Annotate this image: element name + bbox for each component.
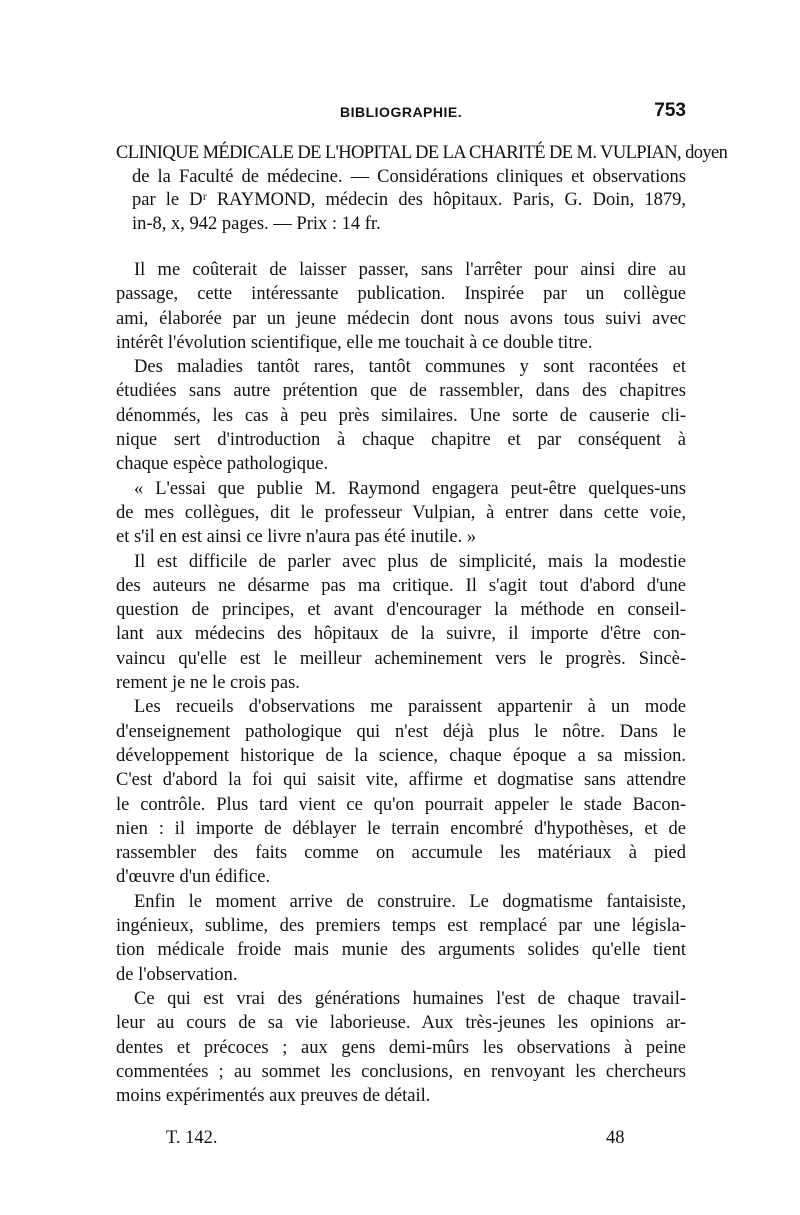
text-line <box>116 622 686 646</box>
text-line-content: C'est d'abord la foi qui saisit vite, affirme et dogmatise sans attendre <box>116 770 686 791</box>
text-line <box>116 331 686 355</box>
text-line <box>116 987 686 1011</box>
text-line-content: étudiées sans autre prétention que de rassembler, dans des chapitres <box>116 381 686 402</box>
text-line <box>116 938 686 962</box>
text-line <box>116 550 686 574</box>
text-line <box>116 258 686 282</box>
text-line <box>116 452 686 476</box>
text-line-content: « L'essai que publie M. Raymond engagera peut-être quelques-uns <box>134 478 686 499</box>
text-line-content: Enfin le moment arrive de construire. Le dogmatisme fantaisiste, <box>134 891 686 912</box>
article-body <box>116 258 686 1108</box>
running-title: BIBLIOGRAPHIE. <box>340 104 463 120</box>
text-line <box>116 1060 686 1084</box>
text-line <box>116 793 686 817</box>
text-line <box>116 574 686 598</box>
text-line <box>116 525 686 549</box>
text-line-content: ingénieux, sublime, des premiers temps est remplacé par une législa- <box>116 916 686 937</box>
text-line-content: tion médicale froide mais munie des arguments solides qu'elle tient <box>116 940 686 961</box>
text-line-content: de l'observation. <box>116 964 238 985</box>
text-line-content: rassembler des faits comme on accumule les matériaux à pied <box>116 843 686 864</box>
text-line-content: commentées ; au sommet les conclusions, en renvoyant les chercheurs <box>116 1061 686 1082</box>
text-line-content: intérêt l'évolution scientifique, elle me touchait à ce double titre. <box>116 332 593 353</box>
text-line-content: nien : il importe de déblayer le terrain encombré d'hypothèses, et de <box>116 818 686 839</box>
text-line <box>116 1036 686 1060</box>
text-line-content: d'enseignement pathologique qui n'est déjà plus le nôtre. Dans le <box>116 721 686 742</box>
text-line-content: Ce qui est vrai des générations humaines l'est de chaque travail- <box>134 988 686 1009</box>
reference-text: de la Faculté de médecine. — Considérations cliniques et observations <box>132 166 686 187</box>
text-line <box>116 647 686 671</box>
text-line <box>116 744 686 768</box>
text-line-content: lant aux médecins des hôpitaux de la suivre, il importe d'être con- <box>116 624 686 645</box>
reference-line <box>116 189 686 213</box>
text-line-content: dénommés, les cas à peu près similaires. Une sorte de causerie cli- <box>116 405 686 426</box>
text-line <box>116 695 686 719</box>
text-line-content: d'œuvre d'un édifice. <box>116 867 271 888</box>
text-line <box>116 963 686 987</box>
text-line-content: Il me coûterait de laisser passer, sans l'arrêter pour ainsi dire au <box>134 260 686 280</box>
text-line-content: développement historique de la science, chaque époque a sa mission. <box>116 745 686 766</box>
text-line <box>116 307 686 331</box>
reference-text: in-8, x, 942 pages. — Prix : 14 fr. <box>132 213 381 234</box>
text-line <box>116 817 686 841</box>
page-footer <box>116 1128 686 1156</box>
volume-mark: T. 142. <box>166 1128 218 1148</box>
text-line-content: question de principes, et avant d'encourager la méthode en conseil- <box>116 600 686 621</box>
text-line <box>116 501 686 525</box>
reference-line <box>116 142 728 166</box>
text-line-content: et s'il en est ainsi ce livre n'aura pas été inutile. » <box>116 527 477 548</box>
page-number: 753 <box>654 100 686 121</box>
text-line-content: des auteurs ne désarme pas ma critique. Il s'agit tout d'abord d'une <box>116 575 686 596</box>
text-line-content: Les recueils d'observations me paraissent appartenir à un mode <box>134 697 686 718</box>
text-line-content: dentes et précoces ; aux gens demi-mûrs les observations à peine <box>116 1037 686 1058</box>
text-line-content: Des maladies tantôt rares, tantôt communes y sont racontées et <box>134 357 686 378</box>
text-line-content: leur au cours de sa vie laborieuse. Aux très-jeunes les opinions ar- <box>116 1013 686 1034</box>
text-line-content: nique sert d'introduction à chaque chapitre et par conséquent à <box>116 430 686 451</box>
text-line <box>116 598 686 622</box>
text-line <box>116 720 686 744</box>
text-line-content: le contrôle. Plus tard vient ce qu'on pourrait appeler le stade Bacon- <box>116 794 686 815</box>
reference-line <box>116 166 686 190</box>
text-line <box>116 404 686 428</box>
text-line <box>116 841 686 865</box>
text-line-content: de mes collègues, dit le professeur Vulpian, à entrer dans cette voie, <box>116 502 686 523</box>
text-line <box>116 477 686 501</box>
text-line-content: chaque espèce pathologique. <box>116 454 329 475</box>
text-line <box>116 282 686 306</box>
text-line <box>116 671 686 695</box>
text-line-content: passage, cette intéressante publication. Inspirée par un collègue <box>116 284 686 305</box>
reference-text: CLINIQUE MÉDICALE DE L'HOPITAL DE LA CHARITÉ DE M. VULPIAN, doyen <box>116 143 728 163</box>
text-line-content: rement je ne le crois pas. <box>116 673 300 694</box>
text-line-content: ami, élaborée par un jeune médecin dont nous avons tous suivi avec <box>116 308 686 329</box>
text-line <box>116 865 686 889</box>
text-line <box>116 379 686 403</box>
reference-line <box>116 213 686 237</box>
page-header <box>116 100 686 130</box>
text-line-content: Il est difficile de parler avec plus de simplicité, mais la modestie <box>134 551 686 572</box>
text-line-content: vaincu qu'elle est le meilleur acheminement vers le progrès. Sincè- <box>116 648 686 669</box>
text-line <box>116 428 686 452</box>
text-line <box>116 355 686 379</box>
text-line-content: moins expérimentés aux preuves de détail. <box>116 1086 431 1107</box>
text-line <box>116 1084 686 1108</box>
text-line <box>116 890 686 914</box>
signature-mark: 48 <box>606 1128 625 1148</box>
text-line <box>116 1011 686 1035</box>
text-line <box>116 768 686 792</box>
bibliographic-reference <box>116 142 728 236</box>
reference-text: par le Dʳ RAYMOND, médecin des hôpitaux. Paris, G. Doin, 1879, <box>132 190 686 211</box>
text-line <box>116 914 686 938</box>
